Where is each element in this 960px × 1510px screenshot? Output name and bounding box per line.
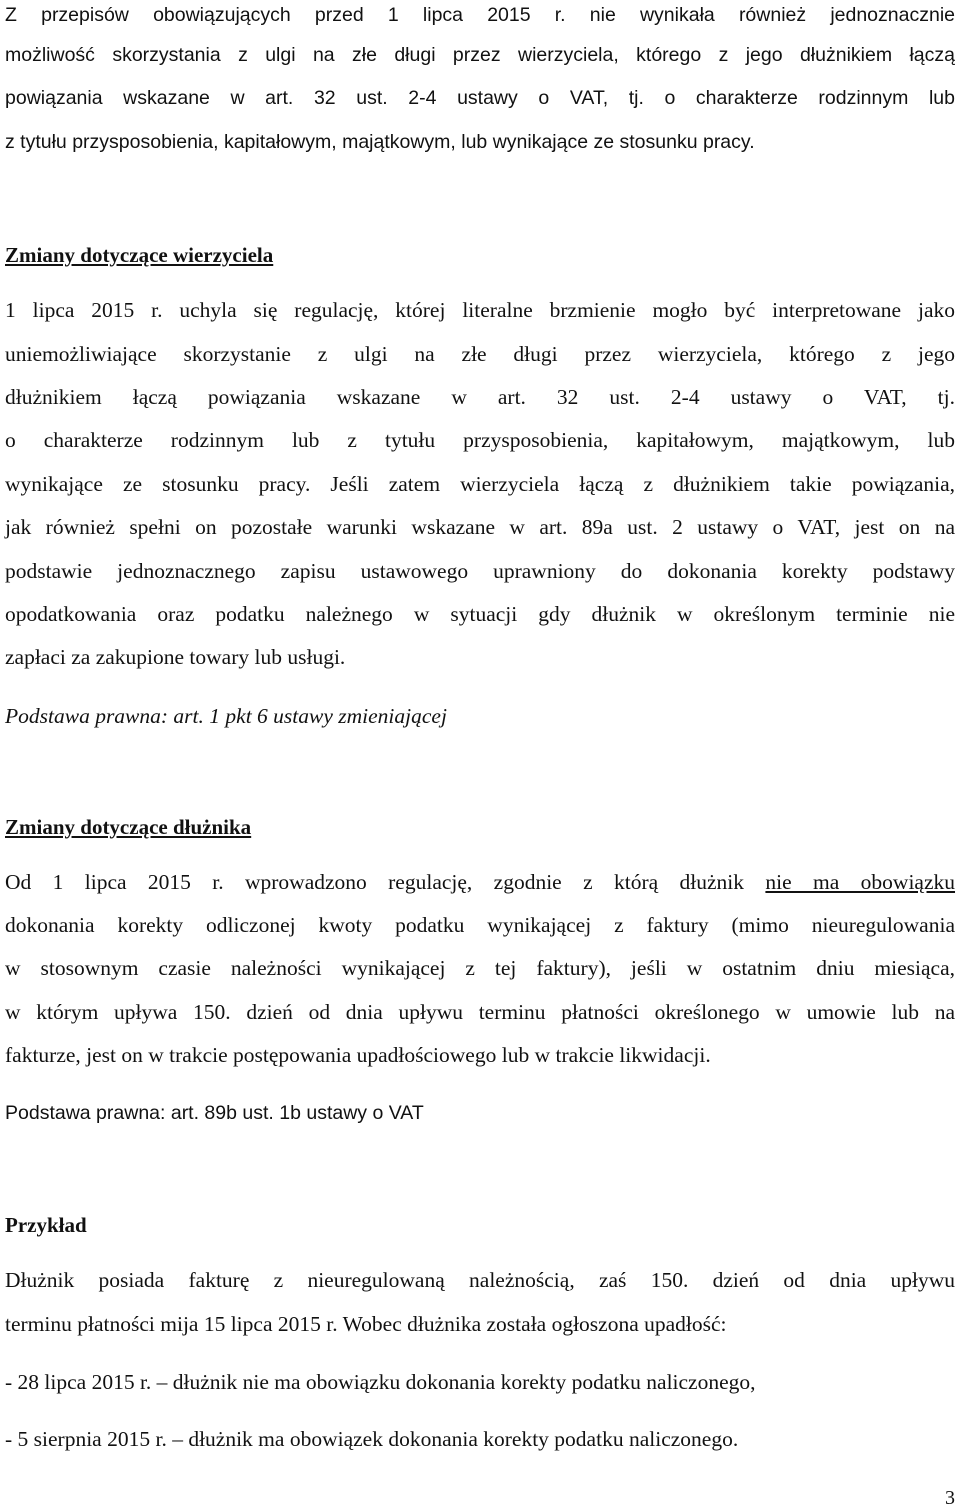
creditor-line-2: uniemożliwiające skorzystanie z ulgi na złe długi przez wierzyciela, którego z jego bbox=[5, 342, 955, 366]
debtor-section-heading: Zmiany dotyczące dłużnika bbox=[5, 815, 252, 839]
debtor-line-1 bbox=[5, 868, 955, 896]
creditor-line-6: jak również spełni on pozostałe warunki wskazane w art. 89a ust. 2 ustawy o VAT, jest on na bbox=[5, 515, 955, 539]
creditor-legal-basis: Podstawa prawna: art. 1 pkt 6 ustawy zmieniającej bbox=[5, 704, 447, 728]
debtor-line-3: w stosownym czasie należności wynikającej z tej faktury), jeśli w ostatnim dniu miesiąca, bbox=[5, 956, 955, 980]
creditor-line-8: opodatkowania oraz podatku należnego w sytuacji gdy dłużnik w określonym terminie nie bbox=[5, 602, 955, 626]
debtor-line-2: dokonania korekty odliczonej kwoty podatku wynikającej z faktury (mimo nieuregulowania bbox=[5, 913, 955, 937]
debtor-line-5: fakturze, jest on w trakcie postępowania upadłościowego lub w trakcie likwidacji. bbox=[5, 1043, 711, 1067]
debtor-no-obligation-emphasis: nie ma obowiązku bbox=[765, 870, 956, 894]
creditor-line-3: dłużnikiem łączą powiązania wskazane w art. 32 ust. 2-4 ustawy o VAT, tj. bbox=[5, 385, 955, 409]
creditor-line-5: wynikające ze stosunku pracy. Jeśli zatem wierzyciela łączą z dłużnikiem takie powiązania, bbox=[5, 472, 955, 496]
example-section-heading: Przykład bbox=[5, 1213, 87, 1237]
example-list-item-2: - 5 sierpnia 2015 r. – dłużnik ma obowiązek dokonania korekty podatku naliczonego. bbox=[5, 1427, 739, 1451]
debtor-line-1-text: Od 1 lipca 2015 r. wprowadzono regulację, zgodnie z którą dłużnik bbox=[5, 870, 766, 894]
debtor-line-4: w którym upływa 150. dzień od dnia upływu terminu płatności określonego w umowie lub na bbox=[5, 1000, 955, 1024]
creditor-section-heading: Zmiany dotyczące wierzyciela bbox=[5, 243, 274, 267]
creditor-line-1: 1 lipca 2015 r. uchyla się regulację, której literalne brzmienie mogło być interpretowane jako bbox=[5, 298, 955, 322]
page-number: 3 bbox=[945, 1487, 955, 1509]
example-line-2: terminu płatności mija 15 lipca 2015 r. Wobec dłużnika została ogłoszona upadłość: bbox=[5, 1312, 727, 1336]
example-list-item-1: - 28 lipca 2015 r. – dłużnik nie ma obowiązku dokonania korekty podatku naliczonego, bbox=[5, 1370, 756, 1394]
intro-line-4: z tytułu przysposobienia, kapitałowym, majątkowym, lub wynikające ze stosunku pracy. bbox=[5, 131, 755, 153]
intro-line-2: możliwość skorzystania z ulgi na złe długi przez wierzyciela, którego z jego dłużnikiem łączą bbox=[5, 44, 955, 66]
intro-line-1: Z przepisów obowiązujących przed 1 lipca 2015 r. nie wynikała również jednoznacznie bbox=[5, 4, 955, 26]
creditor-line-4: o charakterze rodzinnym lub z tytułu przysposobienia, kapitałowym, majątkowym, lub bbox=[5, 428, 955, 452]
creditor-line-9: zapłaci za zakupione towary lub usługi. bbox=[5, 645, 346, 669]
debtor-legal-basis: Podstawa prawna: art. 89b ust. 1b ustawy o VAT bbox=[5, 1102, 424, 1124]
example-line-1: Dłużnik posiada fakturę z nieuregulowaną należnością, zaś 150. dzień od dnia upływu bbox=[5, 1268, 955, 1292]
intro-line-3: powiązania wskazane w art. 32 ust. 2-4 ustawy o VAT, tj. o charakterze rodzinnym lub bbox=[5, 87, 955, 109]
creditor-line-7: podstawie jednoznacznego zapisu ustawowego uprawniony do dokonania korekty podstawy bbox=[5, 559, 955, 583]
